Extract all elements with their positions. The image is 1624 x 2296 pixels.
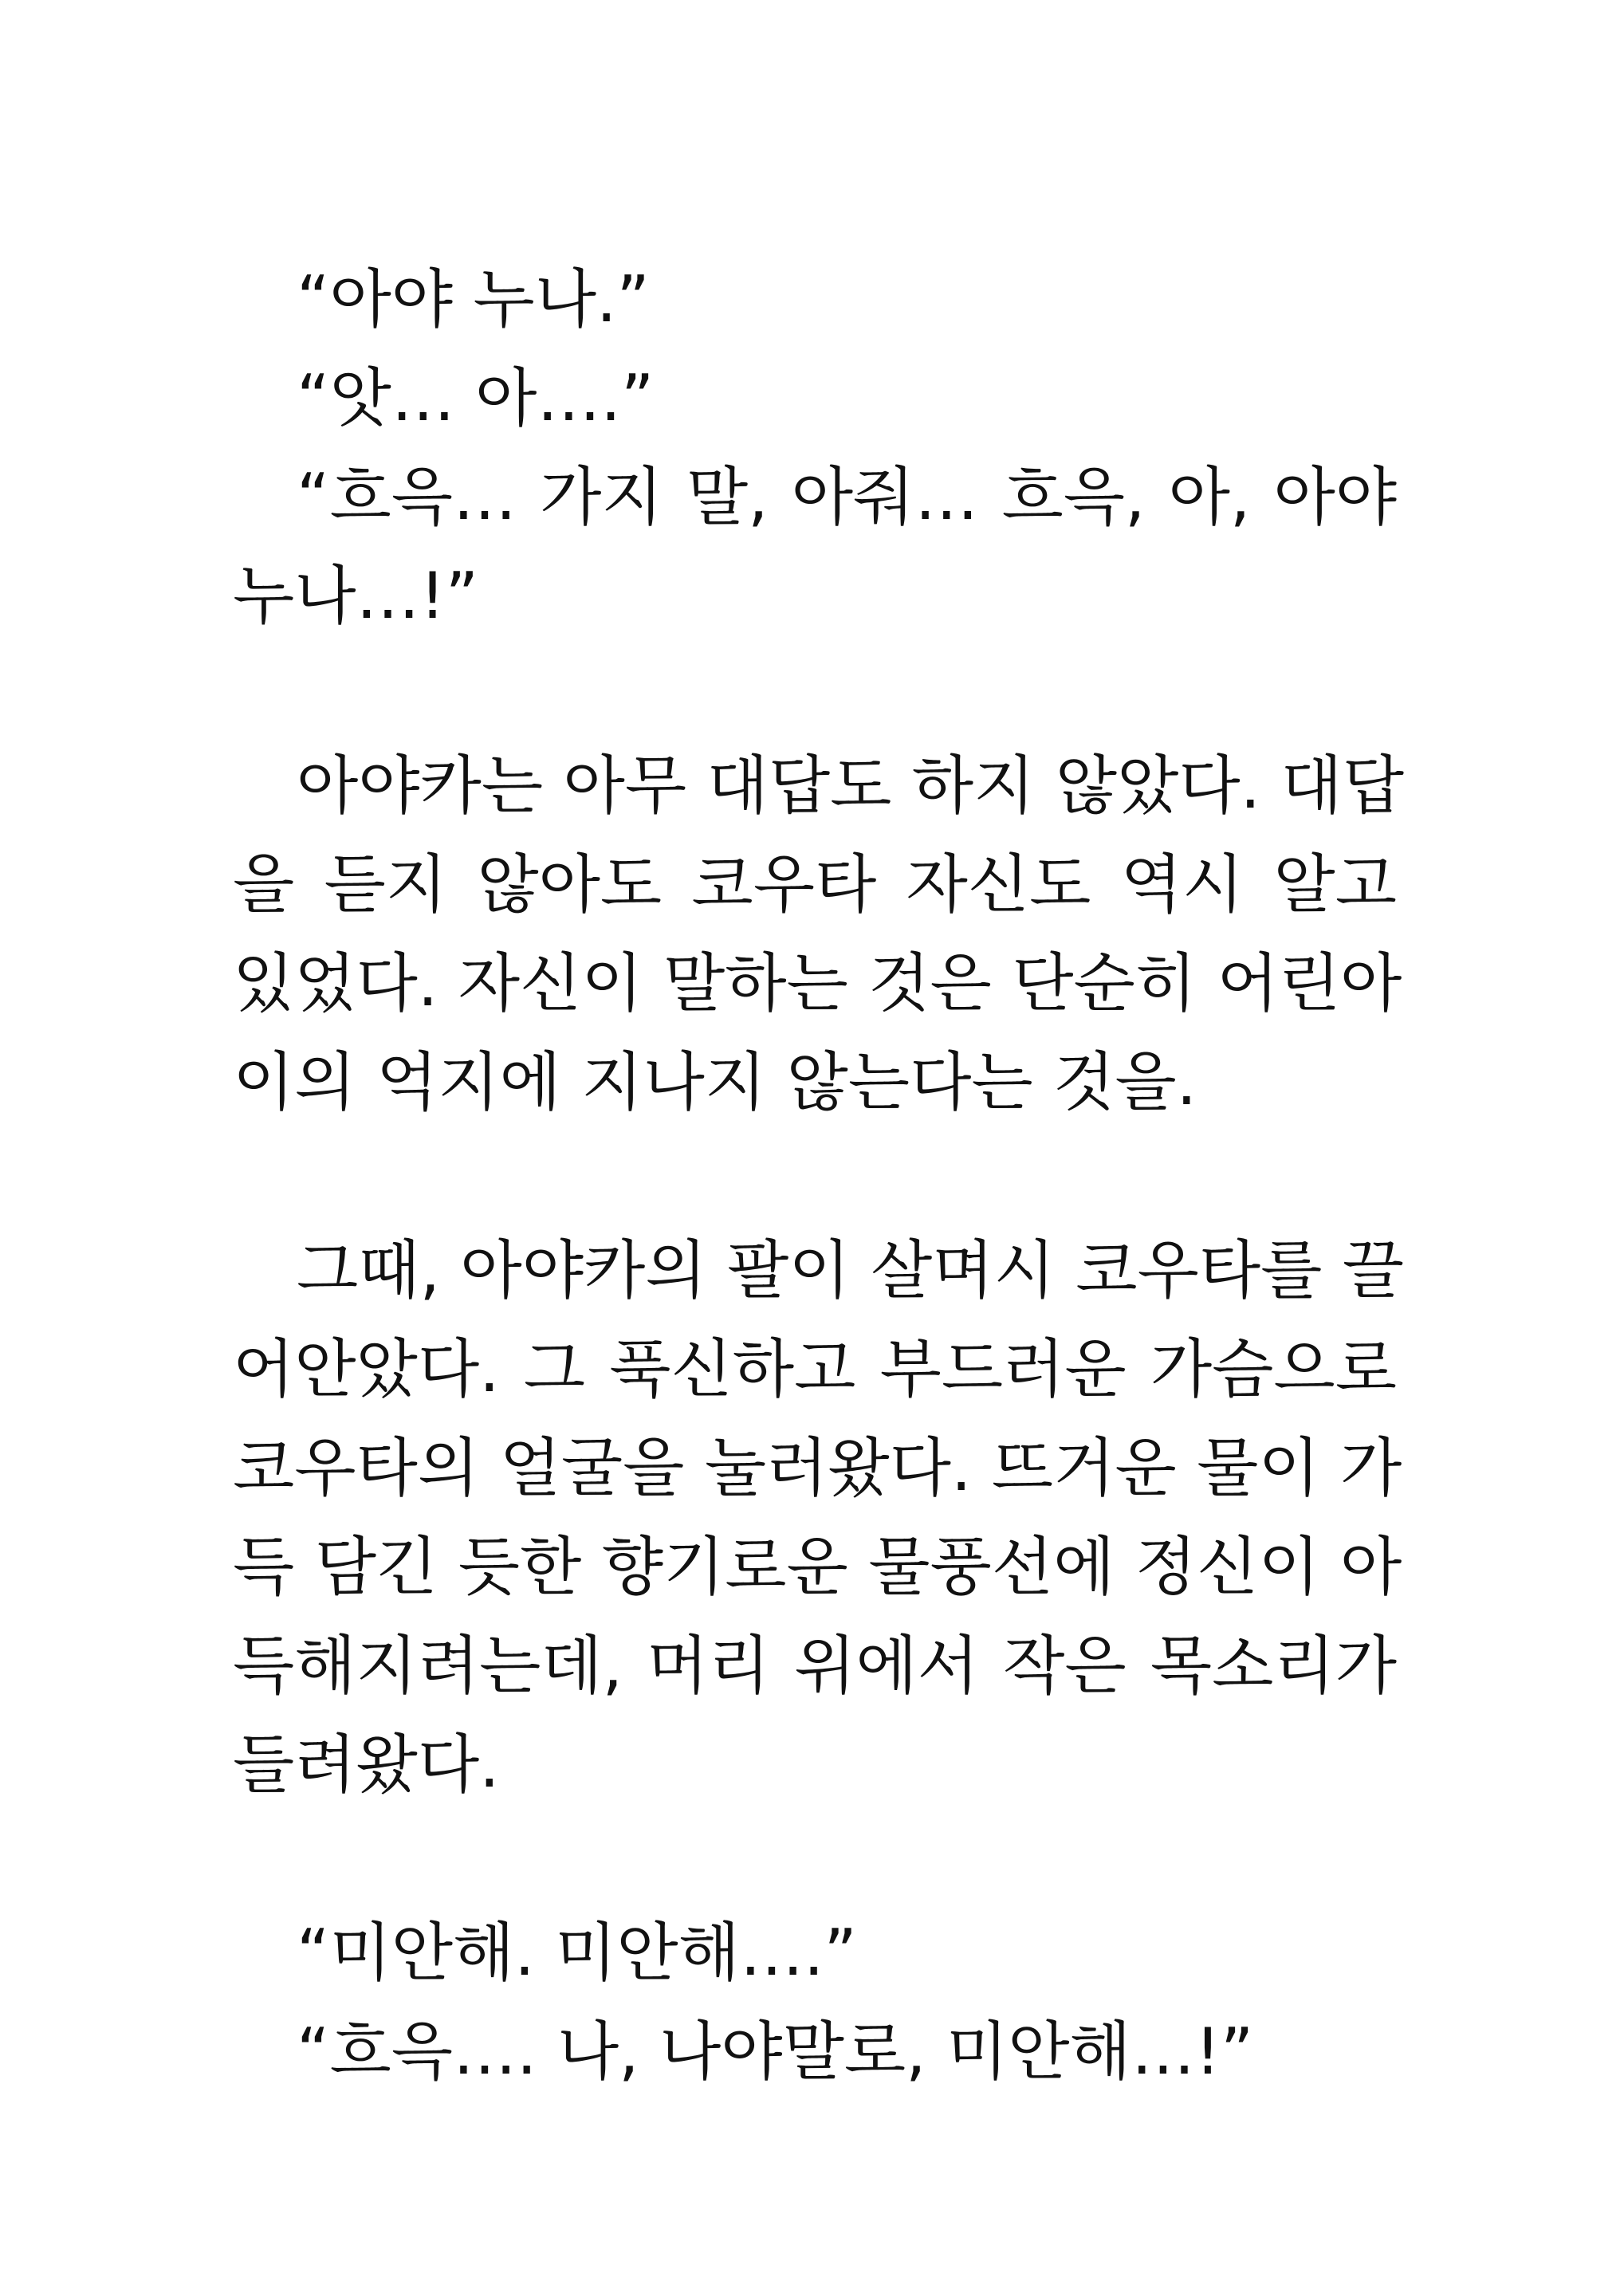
text-line: “흐윽… 가지 말, 아줘… 흐윽, 아, 아야 [297,460,1397,534]
text-line: 아야카는 아무 대답도 하지 않았다. 대답 [297,749,1405,823]
text-line: 누나…!” [233,559,479,633]
text-line: 득 담긴 듯한 향기로운 물풍선에 정신이 아 [233,1530,1402,1604]
text-line: 있었다. 자신이 말하는 것은 단순히 어린아 [233,946,1402,1020]
text-line: 득해지려는데, 머리 위에서 작은 목소리가 [233,1629,1397,1703]
text-line: 그때, 아야카의 팔이 살며시 코우타를 끌 [297,1233,1405,1307]
text-line: 들려왔다. [233,1728,500,1802]
text-line: 을 듣지 않아도 코우타 자신도 역시 알고 [233,847,1397,922]
text-line: “앗… 아….” [297,361,655,435]
text-line: 이의 억지에 지나지 않는다는 것을. [233,1045,1197,1119]
text-line: “흐윽…. 나, 나야말로, 미안해…!” [297,2015,1254,2089]
text-line: 코우타의 얼굴을 눌러왔다. 뜨거운 물이 가 [233,1431,1402,1505]
text-line: “아야 누나.” [297,262,650,336]
text-line: 어안았다. 그 푹신하고 부드러운 가슴으로 [233,1332,1397,1406]
text-line: “미안해. 미안해….” [297,1916,857,1990]
